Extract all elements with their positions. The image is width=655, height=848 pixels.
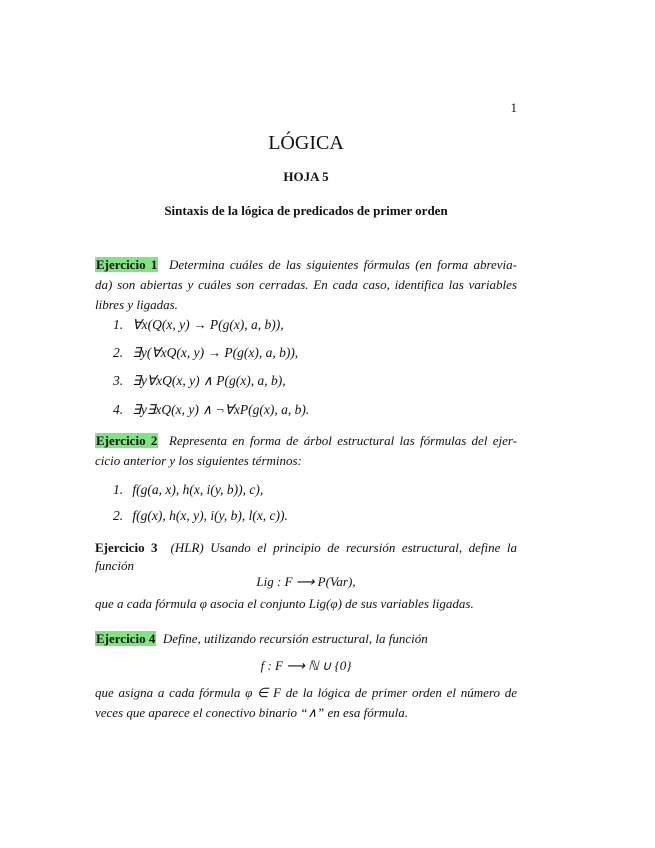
exercise-1-label: Ejercicio 1	[96, 257, 158, 272]
exercise-1-line-1: Ejercicio 1 Determina cuáles de las siguientes fórmulas (en forma abrevia-	[96, 257, 518, 272]
page-number: 1	[510, 100, 517, 115]
subtitle: Sintaxis de la lógica de predicados de primer orden	[164, 203, 448, 218]
exercise-2-line-1: Ejercicio 2 Representa en forma de árbol estructural las fórmulas del ejer-	[96, 433, 518, 448]
exercise-2-label: Ejercicio 2	[96, 433, 158, 448]
exercise-4-line-3: veces que aparece el conectivo binario “∧” en esa fórmula.	[95, 705, 409, 720]
exercise-3-line-1: Ejercicio 3 (HLR) Usando el principio de recursión estructural, define la	[95, 540, 517, 555]
exercise-3-line-3: que a cada fórmula φ asocia el conjunto Lig(φ) de sus variables ligadas.	[95, 596, 474, 611]
sheet-number: HOJA 5	[283, 169, 329, 184]
exercise-4-line-2: que asigna a cada fórmula φ ∈ F de la lógica de primer orden el número de	[95, 685, 517, 700]
list-item: 4. ∃y∃xQ(x, y) ∧ ¬∀xP(g(x), a, b).	[113, 402, 310, 417]
exercise-4-formula: f : F ⟶ ℕ ∪ {0}	[260, 658, 352, 673]
document-title: LÓGICA	[268, 132, 344, 154]
exercise-1-line-2: da) son abiertas y cuáles son cerradas. En cada caso, identifica las variables	[95, 277, 517, 292]
exercise-3-line-2: función	[95, 558, 134, 573]
list-item: 2. ∃y(∀xQ(x, y) → P(g(x), a, b)),	[113, 345, 299, 360]
exercise-3-formula: Lig : F ⟶ P(Var),	[256, 574, 356, 589]
exercise-1-line-3: libres y ligadas.	[95, 297, 178, 312]
exercise-4-label: Ejercicio 4	[96, 631, 156, 646]
exercise-4-line-1: Ejercicio 4 Define, utilizando recursión estructural, la función	[96, 631, 428, 646]
list-item: 1. f(g(a, x), h(x, i(y, b)), c),	[113, 482, 264, 497]
list-item: 3. ∃y∀xQ(x, y) ∧ P(g(x), a, b),	[113, 373, 286, 388]
list-item: 2. f(g(x), h(x, y), i(y, b), l(x, c)).	[113, 508, 288, 523]
list-item: 1. ∀x(Q(x, y) → P(g(x), a, b)),	[113, 317, 284, 332]
exercise-2-line-2: cicio anterior y los siguientes términos:	[95, 453, 302, 468]
exercise-3-label: Ejercicio 3	[95, 540, 158, 555]
